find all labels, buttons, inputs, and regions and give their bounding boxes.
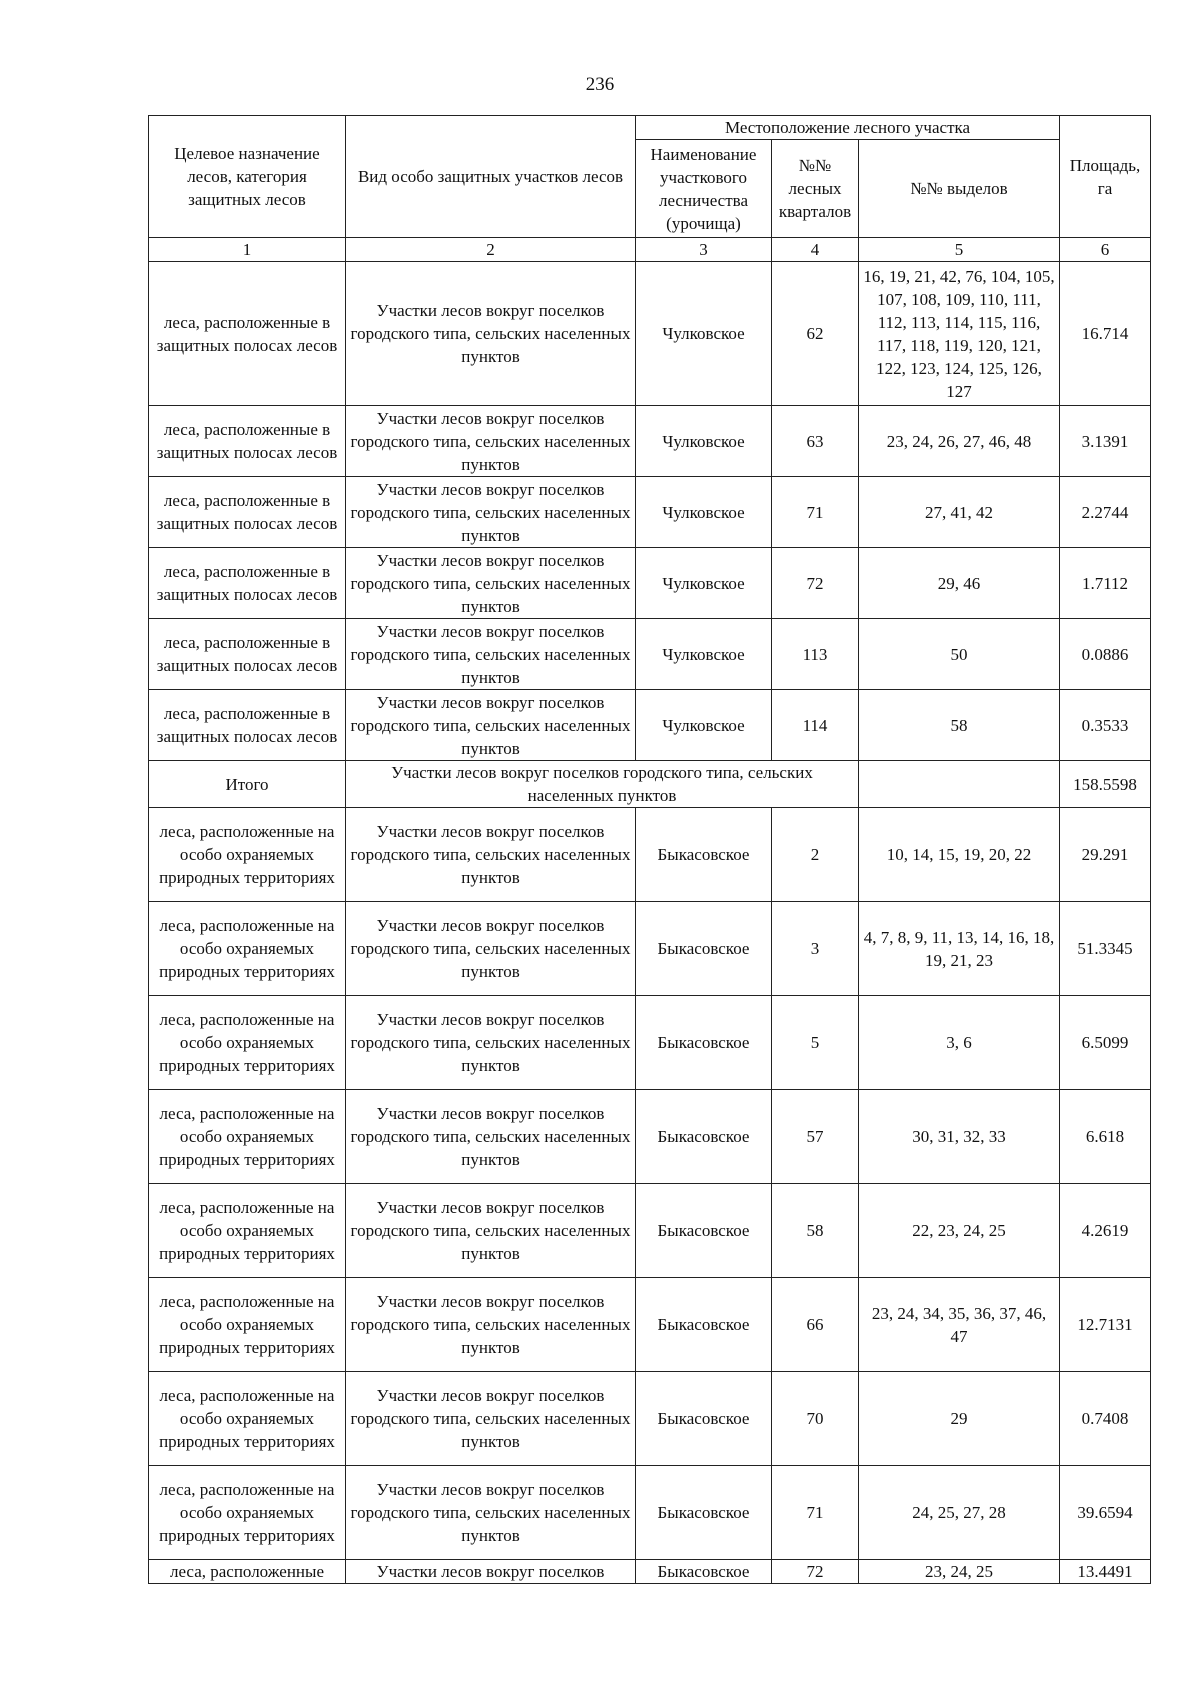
- cell-quarter: 72: [772, 548, 859, 619]
- cell-quarter: 72: [772, 1560, 859, 1584]
- cell-forestry: Чулковское: [636, 690, 772, 761]
- cell-plots: 50: [859, 619, 1060, 690]
- cell-type: Участки лесов вокруг поселков городского типа, сельских населенных пунктов: [346, 1278, 636, 1372]
- header-purpose: Целевое назначение лесов, категория защитных лесов: [149, 116, 346, 238]
- cell-area: 4.2619: [1060, 1184, 1151, 1278]
- table-row: [149, 619, 1151, 690]
- cell-plots: 58: [859, 690, 1060, 761]
- cell-plots: 27, 41, 42: [859, 477, 1060, 548]
- cell-category: леса, расположенные на особо охраняемых природных территориях: [149, 1184, 346, 1278]
- cell-plots: 23, 24, 25: [859, 1560, 1060, 1584]
- cell-area: 12.7131: [1060, 1278, 1151, 1372]
- cell-area: 2.2744: [1060, 477, 1151, 548]
- cell-quarter: 70: [772, 1372, 859, 1466]
- cell-quarter: 57: [772, 1090, 859, 1184]
- cell-forestry: Чулковское: [636, 477, 772, 548]
- cell-forestry: Быкасовское: [636, 996, 772, 1090]
- cell-category: леса, расположенные в защитных полосах лесов: [149, 262, 346, 406]
- total-row: [149, 761, 1151, 808]
- cell-type: Участки лесов вокруг поселков городского типа, сельских населенных пунктов: [346, 619, 636, 690]
- cell-category: леса, расположенные в защитных полосах лесов: [149, 548, 346, 619]
- header-location-group: Местоположение лесного участка: [636, 116, 1060, 140]
- total-area: 158.5598: [1060, 761, 1151, 808]
- table-row: [149, 1560, 1151, 1584]
- cell-quarter: 62: [772, 262, 859, 406]
- cell-quarter: 66: [772, 1278, 859, 1372]
- cell-category: леса, расположенные в защитных полосах лесов: [149, 619, 346, 690]
- table-row: [149, 262, 1151, 406]
- cell-plots: 23, 24, 34, 35, 36, 37, 46, 47: [859, 1278, 1060, 1372]
- cell-type: Участки лесов вокруг поселков городского типа, сельских населенных пунктов: [346, 262, 636, 406]
- cell-area: 29.291: [1060, 808, 1151, 902]
- cell-category: леса, расположенные на особо охраняемых природных территориях: [149, 1466, 346, 1560]
- column-number: 3: [636, 238, 772, 262]
- cell-quarter: 114: [772, 690, 859, 761]
- header-forestry: Наименование участкового лесничества (урочища): [636, 140, 772, 238]
- cell-forestry: Быкасовское: [636, 902, 772, 996]
- column-number: 6: [1060, 238, 1151, 262]
- header-protective-type: Вид особо защитных участков лесов: [346, 116, 636, 238]
- cell-type: Участки лесов вокруг поселков: [346, 1560, 636, 1584]
- cell-area: 6.618: [1060, 1090, 1151, 1184]
- cell-area: 0.3533: [1060, 690, 1151, 761]
- cell-quarter: 2: [772, 808, 859, 902]
- cell-area: 51.3345: [1060, 902, 1151, 996]
- column-number: 5: [859, 238, 1060, 262]
- cell-type: Участки лесов вокруг поселков городского типа, сельских населенных пунктов: [346, 1184, 636, 1278]
- cell-type: Участки лесов вокруг поселков городского типа, сельских населенных пунктов: [346, 1372, 636, 1466]
- cell-forestry: Быкасовское: [636, 1372, 772, 1466]
- header-row-top: [149, 116, 1151, 140]
- cell-category: леса, расположенные на особо охраняемых природных территориях: [149, 996, 346, 1090]
- cell-area: 16.714: [1060, 262, 1151, 406]
- cell-category: леса, расположенные в защитных полосах лесов: [149, 690, 346, 761]
- cell-area: 0.7408: [1060, 1372, 1151, 1466]
- cell-category: леса, расположенные на особо охраняемых природных территориях: [149, 1278, 346, 1372]
- table-row: [149, 1184, 1151, 1278]
- cell-area: 6.5099: [1060, 996, 1151, 1090]
- cell-category: леса, расположенные на особо охраняемых природных территориях: [149, 902, 346, 996]
- cell-plots: 24, 25, 27, 28: [859, 1466, 1060, 1560]
- cell-forestry: Быкасовское: [636, 1278, 772, 1372]
- cell-category: леса, расположенные на особо охраняемых природных территориях: [149, 808, 346, 902]
- cell-forestry: Чулковское: [636, 262, 772, 406]
- forest-plots-table: [148, 115, 1151, 1584]
- header-area: Площадь, га: [1060, 116, 1151, 238]
- cell-quarter: 3: [772, 902, 859, 996]
- cell-forestry: Быкасовское: [636, 1090, 772, 1184]
- cell-plots: 22, 23, 24, 25: [859, 1184, 1060, 1278]
- page-number: 236: [585, 74, 615, 95]
- cell-forestry: Быкасовское: [636, 808, 772, 902]
- cell-forestry: Быкасовское: [636, 1184, 772, 1278]
- cell-forestry: Чулковское: [636, 619, 772, 690]
- header-plots: №№ выделов: [859, 140, 1060, 238]
- table-row: [149, 1278, 1151, 1372]
- cell-area: 1.7112: [1060, 548, 1151, 619]
- cell-type: Участки лесов вокруг поселков городского типа, сельских населенных пунктов: [346, 1466, 636, 1560]
- column-number-row: [149, 238, 1151, 262]
- cell-type: Участки лесов вокруг поселков городского типа, сельских населенных пунктов: [346, 996, 636, 1090]
- cell-type: Участки лесов вокруг поселков городского типа, сельских населенных пунктов: [346, 548, 636, 619]
- total-empty: [859, 761, 1060, 808]
- cell-plots: 16, 19, 21, 42, 76, 104, 105, 107, 108, 109, 110, 111, 112, 113, 114, 115, 116, 117, 118, 119, 120, 121, 122, 123, 124, 125, 126, 127: [859, 262, 1060, 406]
- column-number: 1: [149, 238, 346, 262]
- cell-plots: 4, 7, 8, 9, 11, 13, 14, 16, 18, 19, 21, 23: [859, 902, 1060, 996]
- cell-forestry: Чулковское: [636, 406, 772, 477]
- table-row: [149, 548, 1151, 619]
- table-row: [149, 690, 1151, 761]
- cell-quarter: 5: [772, 996, 859, 1090]
- cell-forestry: Чулковское: [636, 548, 772, 619]
- cell-forestry: Быкасовское: [636, 1560, 772, 1584]
- cell-category: леса, расположенные на особо охраняемых природных территориях: [149, 1372, 346, 1466]
- column-number: 2: [346, 238, 636, 262]
- cell-area: 0.0886: [1060, 619, 1151, 690]
- cell-plots: 29, 46: [859, 548, 1060, 619]
- cell-plots: 3, 6: [859, 996, 1060, 1090]
- cell-area: 13.4491: [1060, 1560, 1151, 1584]
- cell-category: леса, расположенные на особо охраняемых природных территориях: [149, 1090, 346, 1184]
- table-row: [149, 1372, 1151, 1466]
- cell-type: Участки лесов вокруг поселков городского типа, сельских населенных пунктов: [346, 406, 636, 477]
- cell-type: Участки лесов вокруг поселков городского типа, сельских населенных пунктов: [346, 690, 636, 761]
- column-number: 4: [772, 238, 859, 262]
- cell-type: Участки лесов вокруг поселков городского типа, сельских населенных пунктов: [346, 477, 636, 548]
- table-row: [149, 1466, 1151, 1560]
- cell-forestry: Быкасовское: [636, 1466, 772, 1560]
- table-row: [149, 996, 1151, 1090]
- cell-type: Участки лесов вокруг поселков городского типа, сельских населенных пунктов: [346, 902, 636, 996]
- table-row: [149, 902, 1151, 996]
- table-row: [149, 406, 1151, 477]
- table-row: [149, 1090, 1151, 1184]
- cell-plots: 10, 14, 15, 19, 20, 22: [859, 808, 1060, 902]
- cell-category: леса, расположенные в защитных полосах лесов: [149, 477, 346, 548]
- cell-plots: 29: [859, 1372, 1060, 1466]
- cell-quarter: 63: [772, 406, 859, 477]
- cell-plots: 30, 31, 32, 33: [859, 1090, 1060, 1184]
- cell-quarter: 71: [772, 1466, 859, 1560]
- cell-category: леса, расположенные: [149, 1560, 346, 1584]
- total-type: Участки лесов вокруг поселков городского типа, сельских населенных пунктов: [346, 761, 859, 808]
- cell-area: 39.6594: [1060, 1466, 1151, 1560]
- cell-quarter: 58: [772, 1184, 859, 1278]
- total-label: Итого: [149, 761, 346, 808]
- cell-area: 3.1391: [1060, 406, 1151, 477]
- table-row: [149, 808, 1151, 902]
- cell-plots: 23, 24, 26, 27, 46, 48: [859, 406, 1060, 477]
- header-quarters: №№ лесных кварталов: [772, 140, 859, 238]
- table-row: [149, 477, 1151, 548]
- cell-type: Участки лесов вокруг поселков городского типа, сельских населенных пунктов: [346, 1090, 636, 1184]
- cell-type: Участки лесов вокруг поселков городского типа, сельских населенных пунктов: [346, 808, 636, 902]
- cell-quarter: 71: [772, 477, 859, 548]
- cell-quarter: 113: [772, 619, 859, 690]
- cell-category: леса, расположенные в защитных полосах лесов: [149, 406, 346, 477]
